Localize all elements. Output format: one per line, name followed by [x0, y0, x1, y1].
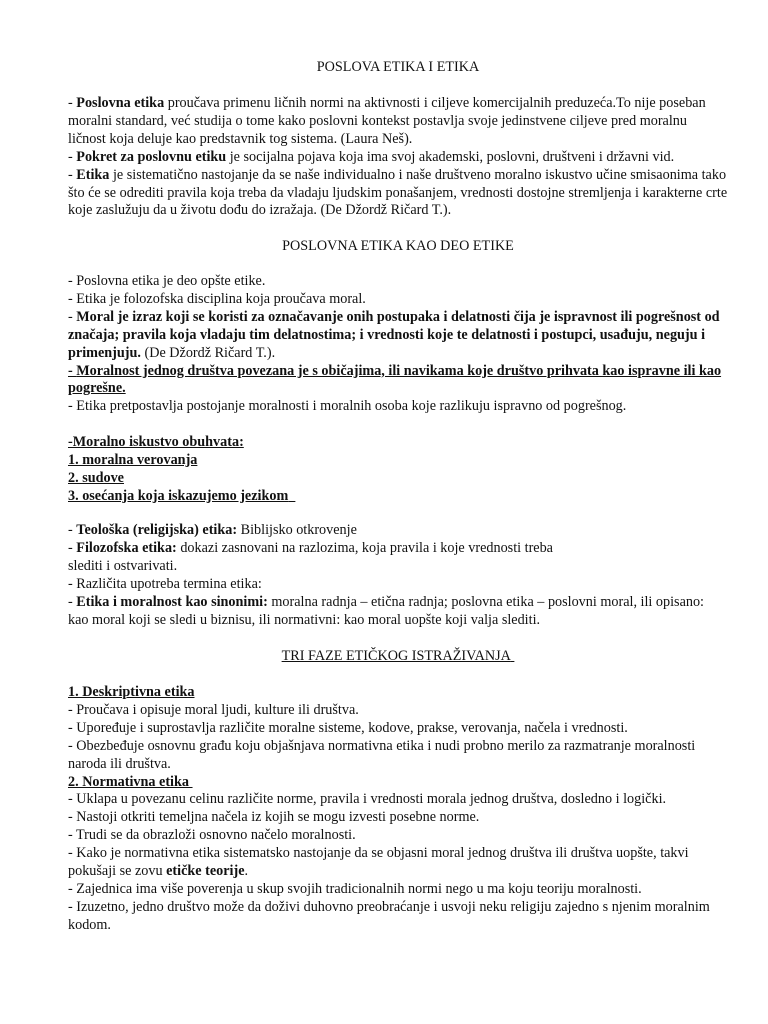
section-moralno-iskustvo [68, 434, 728, 506]
term-etika: Etika [76, 166, 110, 183]
definition-text: proučava primenu ličnih normi na aktivnosti i ciljeve komercijalnih preduzeća.To nije poseban moralni standard, već studija o tome kako poslovni kontekst postavlja svoje jedinstvene ciljeve pred moralnu ličnost koja deluje kao predstavnik tog sistema. (Laura Neš). [68, 95, 706, 147]
list-item-teoloska: - Teološka (religijska) etika: Biblijsko otkrovenje [68, 522, 357, 538]
term-poslovna-etika: Poslovna etika [76, 95, 165, 111]
section-faze [68, 684, 728, 935]
list-item: - Poslovna etika je deo opšte etike. [68, 273, 266, 289]
list-item: 2. sudove [68, 469, 124, 486]
list-item: - Nastoji otkriti temeljna načela iz kojih se mogu izvesti posebne norme. [68, 809, 480, 826]
term-text: Biblijsko otkrovenje [237, 522, 357, 538]
list-item: - Obezbeđuje osnovnu građu koju objašnjava normativna etika i nudi probno merilo za razmatranje moralnosti naroda ili društva. [68, 737, 696, 772]
list-item-teorije [68, 845, 728, 881]
item-text: - Kako je normativna etika sistematsko nastojanje da se objasni moral jednog društva ili društva uopšte, takvi pokušaji se zovu [68, 845, 689, 880]
list-item-moralnost: - Moralnost jednog društva povezana je s običajima, ili navikama koje društvo prihvata kao ispravne ili kao pogrešne. [68, 362, 722, 397]
section-deo-etike [68, 273, 728, 416]
list-item-filozofska: - Filozofska etika: dokazi zasnovani na razlozima, koja pravila i koje vrednosti treba slediti i ostvarivati. [68, 539, 553, 574]
paragraph-etika: - Etika je sistematično nastojanje da se naše individualno i naše društveno moralno iskustvo učine smisaonima tako što će se odrediti pravila koja treba da vladaju ljudskim ponašanjem, vrednosti dostojne stremljenja i karakterne crte koje zaslužuju da u životu dođu do izražaja. (De Džordž Ričard T.). [68, 166, 728, 219]
list-item-sinonimi: - Etika i moralnost kao sinonimi: moralna radnja – etična radnja; poslovna etika – poslovni moral, ili opisano: kao moral koji se sledi u biznisu, ili normativni: kao moral uopšte koji valja slediti. [68, 593, 704, 628]
definition-text: je socijalna pojava koja ima svoj akademski, poslovni, društveni i državni vid. [226, 148, 675, 165]
list-item: 3. osećanja koja iskazujemo jezikom [68, 487, 289, 504]
list-item: - Etika pretpostavlja postojanje moralnosti i moralnih osoba koje razlikuju ispravno od pogrešnog. [68, 398, 627, 415]
list-item: - Izuzetno, jedno društvo može da doživi duhovno preobraćanje i usvoji neku religiju zajedno s njenim moralnim kodom. [68, 898, 710, 933]
definition-text: je sistematično nastojanje da se naše individualno i naše društveno moralno iskustvo učine smisaonima tako što će se odrediti pravila koja treba da vladaju ljudskim ponašanjem, vrednosti dostojne stremljenja i karakterne crte koje zaslužuju da u životu dođu do izražaja. (De Džordž Ričard T.). [68, 166, 728, 219]
section-vrste-etike [68, 522, 728, 629]
list-item: - Proučava i opisuje moral ljudi, kulture ili društva. [68, 701, 359, 718]
term-teoloska: Teološka (religijska) etika: [76, 522, 238, 538]
list-item: - Upoređuje i suprostavlja različite moralne sisteme, kodove, prakse, verovanja, načela i vrednosti. [68, 719, 628, 736]
heading-poslovna-etika-deo-etike: POSLOVNA ETIKA KAO DEO ETIKE [282, 238, 514, 254]
paragraph-poslovna-etika: - Poslovna etika proučava primenu ličnih normi na aktivnosti i ciljeve komercijalnih preduzeća.To nije poseban moralni standard, već studija o tome kako poslovni kontekst postavlja svoje jedinstvene ciljeve pred moralnu ličnost koja deluje kao predstavnik tog sistema. (Laura Neš). [68, 95, 706, 147]
bold-definition: Moral je izraz koji se koristi za označavanje onih postupaka i delatnosti čija je ispravnost ili pogrešnost od značaja; pravila koja vladaju tim delatnostima; i vrednosti koje te delatnosti i postupci, usađuju, neguju i primenjuju. [68, 308, 720, 361]
heading-tri-faze [68, 647, 728, 665]
list-item: - Zajednica ima više poverenja u skup svojih tradicionalnih normi nego u ma koju teoriju moralnosti. [68, 880, 642, 897]
list-heading: -Moralno iskustvo obuhvata: [68, 434, 244, 450]
term-text: moralna radnja – etična radnja; poslovna etika – poslovni moral, ili opisano: kao moral koji se sledi u biznisu, ili normativni: kao moral uopšte koji valja slediti. [68, 593, 704, 628]
list-item: - Različita upotreba termina etika: [68, 575, 262, 592]
section-definitions [68, 95, 728, 220]
paragraph-pokret: - Pokret za poslovnu etiku je socijalna pojava koja ima svoj akademski, poslovni, društveni i državni vid. [68, 148, 675, 165]
list-item: - Uklapa u povezanu celinu različite norme, pravila i vrednosti morala jednog društva, dosledno i logički. [68, 791, 667, 808]
list-item: - Trudi se da obrazloži osnovno načelo moralnosti. [68, 827, 356, 844]
subheading-deskriptivna: 1. Deskriptivna etika [68, 684, 195, 700]
heading-poslova-etika: POSLOVA ETIKA I ETIKA [316, 59, 480, 75]
citation: (De Džordž Ričard T.). [140, 344, 276, 361]
list-item: 1. moralna verovanja [68, 451, 198, 468]
subheading-normativna: 2. Normativna etika [68, 773, 189, 790]
term-sinonimi: Etika i moralnost kao sinonimi: [76, 593, 268, 610]
item-end: . [244, 863, 249, 880]
list-item-moral: - Moral je izraz koji se koristi za označavanje onih postupaka i delatnosti čija je ispravnost ili pogrešnost od značaja; pravila koja vladaju tim delatnostima; i vrednosti koje te delatnosti i postupci, usađuju, neguju i primenjuju. (De Džordž Ričard T.). [68, 308, 720, 361]
list-item: - Etika je folozofska disciplina koja proučava moral. [68, 290, 366, 307]
term-text-continued: slediti i ostvarivati. [68, 557, 178, 574]
term-pokret: Pokret za poslovnu etiku [76, 148, 227, 165]
term-eticke-teorije: etičke teorije [166, 863, 245, 880]
term-text: dokazi zasnovani na razlozima, koja pravila i koje vrednosti treba [176, 539, 553, 556]
underlined-definition: Moralnost jednog društva povezana je s običajima, ili navikama koje društvo prihvata kao ispravne ili kao pogrešne. [68, 362, 722, 397]
term-filozofska: Filozofska etika: [76, 539, 177, 556]
heading-text: TRI FAZE ETIČKOG ISTRAŽIVANJA [281, 648, 511, 664]
